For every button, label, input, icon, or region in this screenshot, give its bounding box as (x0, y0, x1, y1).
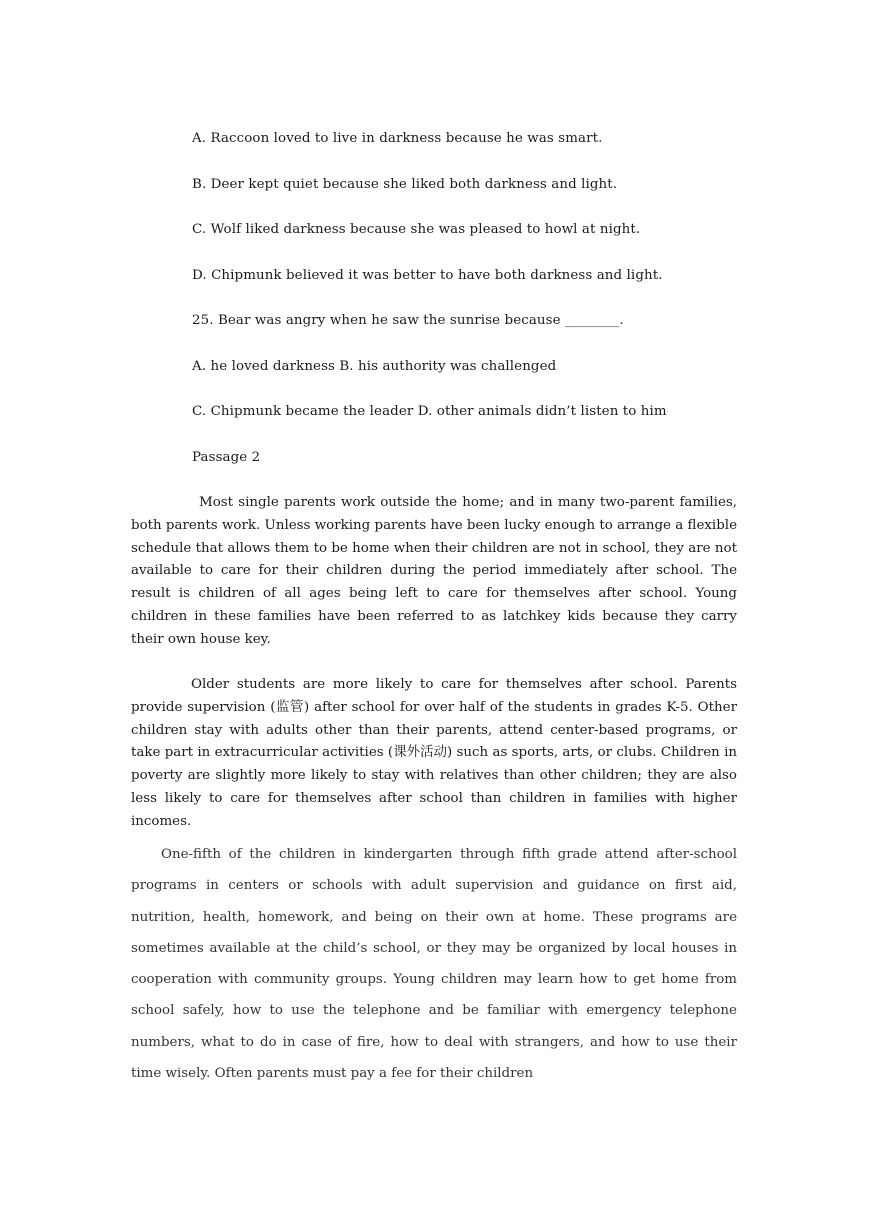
q24-option-d: D. Chipmunk believed it was better to have both darkness and light. (192, 268, 663, 283)
q24-option-a: A. Raccoon loved to live in darkness because he was smart. (192, 131, 603, 146)
q25-stem: 25. Bear was angry when he saw the sunrise because ________. (192, 313, 624, 328)
passage-paragraph-2: Older students are more likely to care for themselves after school. Parents provide supervision (监管) after school for over half of the students in grades K-5. Other children stay with adults other than their parents, attend center-based programs, or take part in extracurricular activities (课外活动) such as sports, arts, or clubs. Children in poverty are slightly more likely to stay with relatives than other children; they are also less likely to care for themselves after school than children in families with higher incomes. (131, 677, 737, 829)
q24-option-b: B. Deer kept quiet because she liked both darkness and light. (192, 177, 618, 192)
passage-paragraph-3: One-fifth of the children in kindergarten through fifth grade attend after-school programs in centers or schools with adult supervision and guidance on first aid, nutrition, health, homework, and being on their own at home. These programs are sometimes available at the child’s school, or they may be organized by local houses in cooperation with community groups. Young children may learn how to get home from school safely, how to use the telephone and be familiar with emergency telephone numbers, what to do in case of fire, how to deal with strangers, and how to use their time wisely. Often parents must pay a fee for their children (131, 847, 737, 1082)
passage-paragraph-1: Most single parents work outside the home; and in many two-parent families, both parents work. Unless working parents have been lucky enough to arrange a flexible schedule that allows them to be home when their children are not in school, they are not available to care for their children during the period immediately after school. The result is children of all ages being left to care for themselves after school. Young children in these families have been referred to as latchkey kids because they carry their own house key. (131, 495, 737, 647)
q25-options-line-2: C. Chipmunk became the leader D. other animals didn’t listen to him (192, 404, 667, 419)
passage-heading: Passage 2 (192, 450, 261, 465)
q25-options-line-1: A. he loved darkness B. his authority was challenged (192, 359, 557, 374)
q24-option-c: C. Wolf liked darkness because she was pleased to howl at night. (192, 222, 641, 237)
